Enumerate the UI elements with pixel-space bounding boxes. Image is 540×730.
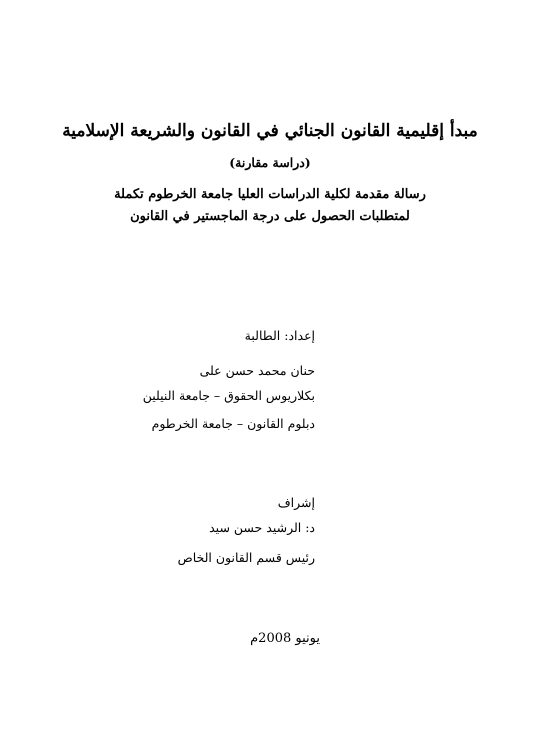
thesis-subtitle: (دراسة مقارنة): [229, 155, 311, 170]
thesis-description-line-2: لمتطلبات الحصول على درجة الماجستير في القانون: [130, 209, 410, 224]
thesis-description-line-1: رسالة مقدمة لكلية الدراسات العليا جامعة الخرطوم تكملة: [114, 187, 426, 202]
student-degree-1: بكلاريوس الحقوق – جامعة النيلين: [142, 388, 315, 403]
thesis-title: مبدأ إقليمية القانون الجنائي في القانون والشريعة الإسلامية: [62, 121, 478, 141]
student-name: حنان محمد حسن على: [199, 363, 315, 378]
supervisor-title: رئيس قسم القانون الخاص: [177, 550, 315, 565]
supervision-label: إشراف: [277, 495, 315, 510]
preparation-label: إعداد: الطالبة: [244, 328, 315, 343]
supervisor-name: د: الرشيد حسن سيد: [209, 520, 315, 535]
student-degree-2: دبلوم القانون – جامعة الخرطوم: [151, 416, 315, 431]
thesis-date: يونيو 2008م: [250, 631, 320, 646]
